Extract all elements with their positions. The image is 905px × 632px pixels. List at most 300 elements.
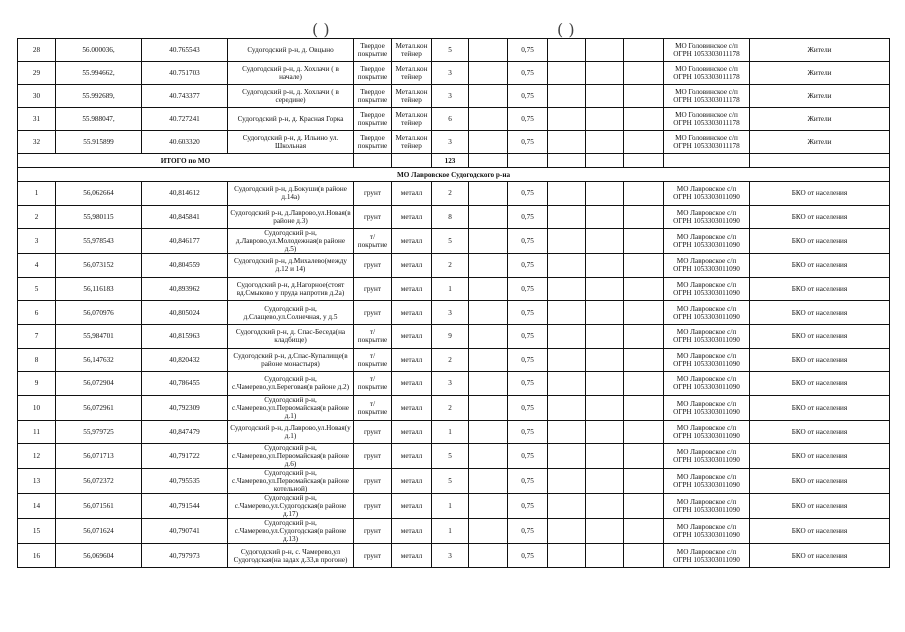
row-number: 4 <box>18 254 56 278</box>
empty-cell <box>586 301 624 325</box>
owner-organization <box>664 205 750 229</box>
empty-cell <box>586 131 624 154</box>
empty-cell <box>469 182 508 206</box>
owner-ogrn: ОГРН 1053303011090 <box>673 265 740 274</box>
container-volume: 0,75 <box>508 420 548 444</box>
empty-cell <box>548 182 586 206</box>
container-material: металл <box>392 494 432 519</box>
latitude: 56,072904 <box>56 372 142 396</box>
longitude: 40,786455 <box>142 372 228 396</box>
surface-cover: грунт <box>354 254 392 278</box>
longitude: 40.727241 <box>142 108 228 131</box>
longitude: 40,820432 <box>142 348 228 372</box>
owner-organization <box>664 301 750 325</box>
address: Судогодский р-н, д.Лаврово,ул.Молодежная(в районе д.5) <box>228 229 354 254</box>
latitude: 55,980115 <box>56 205 142 229</box>
latitude: 55,984701 <box>56 324 142 348</box>
empty-cell <box>469 348 508 372</box>
empty-cell <box>586 154 624 168</box>
empty-cell <box>548 444 586 469</box>
owner-name: МО Лавровское с/п <box>676 375 737 384</box>
empty-cell <box>586 544 624 568</box>
empty-cell <box>469 108 508 131</box>
container-count: 2 <box>432 348 469 372</box>
owner-ogrn: ОГРН 1053303011090 <box>673 481 740 490</box>
owner-organization <box>664 182 750 206</box>
empty-cell <box>586 348 624 372</box>
row-number: 16 <box>18 544 56 568</box>
longitude: 40.751703 <box>142 62 228 85</box>
latitude: 56,069604 <box>56 544 142 568</box>
container-volume: 0,75 <box>508 254 548 278</box>
waste-source: Жители <box>750 39 890 62</box>
container-count: 2 <box>432 395 469 420</box>
empty-cell <box>750 154 890 168</box>
row-number: 29 <box>18 62 56 85</box>
table-row <box>18 420 890 444</box>
empty-cell <box>586 494 624 519</box>
address: Судогодский р-н, д.Лаврово,ул.Новая(в районе д.3) <box>228 205 354 229</box>
container-volume: 0,75 <box>508 301 548 325</box>
empty-cell <box>624 348 664 372</box>
empty-cell <box>548 420 586 444</box>
container-count: 2 <box>432 254 469 278</box>
empty-cell <box>624 395 664 420</box>
owner-organization <box>664 519 750 544</box>
owner-name: МО Головинское с/п <box>675 42 738 50</box>
row-number: 1 <box>18 182 56 206</box>
owner-organization <box>664 39 750 62</box>
longitude: 40,792309 <box>142 395 228 420</box>
longitude: 40,804559 <box>142 254 228 278</box>
table-row <box>18 544 890 568</box>
empty-cell <box>469 519 508 544</box>
owner-organization <box>664 469 750 494</box>
waste-source: БКО от населения <box>750 324 890 348</box>
owner-name: МО Лавровское с/п <box>676 547 737 556</box>
container-count: 5 <box>432 229 469 254</box>
empty-cell <box>469 544 508 568</box>
empty-cell <box>624 205 664 229</box>
empty-cell <box>624 85 664 108</box>
empty-cell <box>548 469 586 494</box>
owner-organization <box>664 348 750 372</box>
owner-ogrn: ОГРН 1053303011090 <box>673 289 740 298</box>
surface-cover: Твердое покрытие <box>354 39 392 62</box>
longitude: 40,845841 <box>142 205 228 229</box>
waste-source: БКО от населения <box>750 182 890 206</box>
empty-cell <box>586 62 624 85</box>
empty-cell <box>586 182 624 206</box>
owner-organization <box>664 444 750 469</box>
surface-cover: грунт <box>354 182 392 206</box>
address: Судогодский р-н, д.Бокуши(в районе д.14а) <box>228 182 354 206</box>
container-count: 9 <box>432 324 469 348</box>
owner-organization <box>664 395 750 420</box>
container-count: 5 <box>432 469 469 494</box>
container-count: 1 <box>432 519 469 544</box>
empty-cell <box>624 39 664 62</box>
address: Судогодский р-н, д.Слащево,ул.Солнечная, у д.5 <box>228 301 354 325</box>
row-number: 3 <box>18 229 56 254</box>
row-number: 12 <box>18 444 56 469</box>
owner-organization <box>664 494 750 519</box>
empty-cell <box>548 205 586 229</box>
table-row <box>18 494 890 519</box>
container-volume: 0,75 <box>508 444 548 469</box>
surface-cover: Твердое покрытие <box>354 62 392 85</box>
surface-cover: т/покрытие <box>354 348 392 372</box>
address: Судогодский р-н, с.Чамерево,ул.Первомайская(в районе д.6) <box>228 444 354 469</box>
longitude: 40.743377 <box>142 85 228 108</box>
empty-cell <box>469 254 508 278</box>
container-material: Метал.контейнер <box>392 62 432 85</box>
empty-cell <box>469 420 508 444</box>
empty-cell <box>548 131 586 154</box>
container-material: металл <box>392 420 432 444</box>
container-count: 6 <box>432 108 469 131</box>
owner-ogrn: ОГРН 1053303011090 <box>673 456 740 465</box>
container-volume: 0,75 <box>508 544 548 568</box>
table-row <box>18 395 890 420</box>
surface-cover: грунт <box>354 444 392 469</box>
address: Судогодский р-н, д. Красная Горка <box>228 108 354 131</box>
row-number: 14 <box>18 494 56 519</box>
empty-cell <box>624 182 664 206</box>
address: Судогодский р-н, д.Михалево(между д.12 и 14) <box>228 254 354 278</box>
empty-cell <box>548 544 586 568</box>
waste-source: Жители <box>750 85 890 108</box>
waste-source: БКО от населения <box>750 277 890 301</box>
surface-cover: грунт <box>354 469 392 494</box>
owner-ogrn: ОГРН 1053303011090 <box>673 359 740 368</box>
table-row <box>18 372 890 396</box>
surface-cover: грунт <box>354 205 392 229</box>
container-count: 1 <box>432 277 469 301</box>
empty-cell <box>548 277 586 301</box>
table-row <box>18 131 890 154</box>
latitude: 55.988047, <box>56 108 142 131</box>
surface-cover: грунт <box>354 544 392 568</box>
longitude: 40.765543 <box>142 39 228 62</box>
total-label: ИТОГО по МО <box>18 154 354 168</box>
owner-name: МО Лавровское с/п <box>676 257 737 266</box>
container-count: 1 <box>432 420 469 444</box>
empty-cell <box>469 494 508 519</box>
row-number: 7 <box>18 324 56 348</box>
container-material: металл <box>392 205 432 229</box>
total-value: 123 <box>432 154 469 168</box>
address: Судогодский р-н, д. Хохлачи ( в начале) <box>228 62 354 85</box>
container-volume: 0,75 <box>508 182 548 206</box>
surface-cover: Твердое покрытие <box>354 108 392 131</box>
latitude: 55.992689, <box>56 85 142 108</box>
empty-cell <box>548 229 586 254</box>
owner-organization <box>664 420 750 444</box>
container-count: 5 <box>432 39 469 62</box>
row-number: 10 <box>18 395 56 420</box>
address: Судогодский р-н, с.Чамерево,ул.Первомайская(в районе д.1) <box>228 395 354 420</box>
empty-cell <box>469 444 508 469</box>
owner-ogrn: ОГРН 1053303011090 <box>673 312 740 321</box>
container-volume: 0,75 <box>508 108 548 131</box>
owner-ogrn: ОГРН 1053303011090 <box>673 432 740 441</box>
address: Судогодский р-н, с.Чамерево,ул.Первомайская(в районе котельной) <box>228 469 354 494</box>
owner-name: МО Лавровское с/п <box>676 424 737 433</box>
longitude: 40,815963 <box>142 324 228 348</box>
waste-source: БКО от населения <box>750 229 890 254</box>
empty-cell <box>469 85 508 108</box>
empty-cell <box>548 39 586 62</box>
table-row <box>18 469 890 494</box>
owner-ogrn: ОГРН 1053303011090 <box>673 531 740 540</box>
empty-cell <box>548 348 586 372</box>
container-material: Метал.контейнер <box>392 39 432 62</box>
empty-cell <box>469 205 508 229</box>
owner-organization <box>664 254 750 278</box>
container-material: металл <box>392 254 432 278</box>
latitude: 56,147632 <box>56 348 142 372</box>
row-number: 32 <box>18 131 56 154</box>
container-material: Метал.контейнер <box>392 85 432 108</box>
container-count: 2 <box>432 182 469 206</box>
row-number: 15 <box>18 519 56 544</box>
owner-organization <box>664 372 750 396</box>
longitude: 40,791722 <box>142 444 228 469</box>
longitude: 40,797973 <box>142 544 228 568</box>
owner-name: МО Лавровское с/п <box>676 185 737 194</box>
row-number: 6 <box>18 301 56 325</box>
empty-cell <box>624 277 664 301</box>
empty-cell <box>548 85 586 108</box>
surface-cover: грунт <box>354 420 392 444</box>
empty-cell <box>548 254 586 278</box>
latitude: 55.915899 <box>56 131 142 154</box>
latitude: 56,116183 <box>56 277 142 301</box>
empty-cell <box>548 154 586 168</box>
owner-ogrn: ОГРН 1053303011090 <box>673 336 740 345</box>
empty-cell <box>624 154 664 168</box>
owner-name: МО Головинское с/п <box>675 65 738 73</box>
table-row <box>18 108 890 131</box>
empty-cell <box>548 395 586 420</box>
waste-source: БКО от населения <box>750 301 890 325</box>
latitude: 56,062664 <box>56 182 142 206</box>
container-volume: 0,75 <box>508 494 548 519</box>
section-header-row <box>18 168 890 182</box>
container-material: металл <box>392 324 432 348</box>
address: Судогодский р-н, с.Чамерево,ул.Судогодская(в районе д.17) <box>228 494 354 519</box>
owner-name: МО Лавровское с/п <box>676 399 737 408</box>
row-number: 11 <box>18 420 56 444</box>
empty-cell <box>586 469 624 494</box>
empty-cell <box>469 39 508 62</box>
container-material: металл <box>392 372 432 396</box>
surface-cover: грунт <box>354 519 392 544</box>
container-material: металл <box>392 444 432 469</box>
latitude: 55.994662, <box>56 62 142 85</box>
container-volume: 0,75 <box>508 39 548 62</box>
address: Судогодский р-н, д.Лаврово,ул.Новая(у д.1) <box>228 420 354 444</box>
waste-source: БКО от населения <box>750 395 890 420</box>
container-volume: 0,75 <box>508 395 548 420</box>
table-row <box>18 348 890 372</box>
empty-cell <box>586 444 624 469</box>
address: Судогодский р-н, д. Спас-Беседа(на кладбище) <box>228 324 354 348</box>
empty-cell <box>392 154 432 168</box>
page-mark-right: ( ) <box>557 20 575 39</box>
surface-cover: т/покрытие <box>354 229 392 254</box>
empty-cell <box>469 324 508 348</box>
container-material: Метал.контейнер <box>392 131 432 154</box>
empty-cell <box>469 131 508 154</box>
latitude: 56,071713 <box>56 444 142 469</box>
empty-cell <box>548 301 586 325</box>
container-material: металл <box>392 348 432 372</box>
owner-organization <box>664 324 750 348</box>
surface-cover: Твердое покрытие <box>354 85 392 108</box>
latitude: 56,071624 <box>56 519 142 544</box>
owner-ogrn: ОГРН 1053303011090 <box>673 407 740 416</box>
empty-cell <box>586 420 624 444</box>
owner-organization <box>664 131 750 154</box>
empty-cell <box>624 372 664 396</box>
empty-cell <box>624 420 664 444</box>
container-count: 3 <box>432 131 469 154</box>
empty-cell <box>586 205 624 229</box>
empty-cell <box>624 62 664 85</box>
empty-cell <box>469 277 508 301</box>
total-row <box>18 154 890 168</box>
container-volume: 0,75 <box>508 324 548 348</box>
table-row <box>18 85 890 108</box>
empty-cell <box>624 544 664 568</box>
latitude: 56,073152 <box>56 254 142 278</box>
empty-cell <box>586 229 624 254</box>
empty-cell <box>624 108 664 131</box>
empty-cell <box>624 444 664 469</box>
owner-name: МО Лавровское с/п <box>676 208 737 217</box>
empty-cell <box>624 519 664 544</box>
empty-cell <box>586 277 624 301</box>
table-row <box>18 62 890 85</box>
table-body <box>18 39 890 568</box>
row-number: 30 <box>18 85 56 108</box>
owner-name: МО Головинское с/п <box>675 88 738 96</box>
container-volume: 0,75 <box>508 62 548 85</box>
longitude: 40.603320 <box>142 131 228 154</box>
longitude: 40,847479 <box>142 420 228 444</box>
owner-name: МО Лавровское с/п <box>676 328 737 337</box>
owner-ogrn: ОГРН 1053303011090 <box>673 506 740 515</box>
longitude: 40,846177 <box>142 229 228 254</box>
container-material: металл <box>392 395 432 420</box>
waste-source: БКО от населения <box>750 372 890 396</box>
row-number: 28 <box>18 39 56 62</box>
row-number: 31 <box>18 108 56 131</box>
owner-ogrn: ОГРН 1053303011090 <box>673 241 740 250</box>
latitude: 56,071561 <box>56 494 142 519</box>
owner-name: МО Лавровское с/п <box>676 448 737 457</box>
empty-cell <box>469 301 508 325</box>
owner-organization <box>664 108 750 131</box>
empty-cell <box>586 324 624 348</box>
address: Судогодский р-н, с. Чамерево,ул Судогодская(на задах д.33,в прогоне) <box>228 544 354 568</box>
latitude: 55,979725 <box>56 420 142 444</box>
container-material: металл <box>392 301 432 325</box>
surface-cover: грунт <box>354 494 392 519</box>
empty-cell <box>586 108 624 131</box>
latitude: 56,072961 <box>56 395 142 420</box>
container-material: Метал.контейнер <box>392 108 432 131</box>
table-row <box>18 39 890 62</box>
container-material: металл <box>392 229 432 254</box>
empty-cell <box>586 254 624 278</box>
empty-cell <box>586 395 624 420</box>
empty-cell <box>469 469 508 494</box>
longitude: 40,795535 <box>142 469 228 494</box>
owner-organization <box>664 85 750 108</box>
address: Судогодский р-н, д. Ильино ул. Школьная <box>228 131 354 154</box>
empty-cell <box>469 62 508 85</box>
longitude: 40,790741 <box>142 519 228 544</box>
waste-source: Жители <box>750 131 890 154</box>
container-count: 8 <box>432 205 469 229</box>
container-count: 3 <box>432 544 469 568</box>
empty-cell <box>548 108 586 131</box>
waste-source: БКО от населения <box>750 420 890 444</box>
surface-cover: т/покрытие <box>354 324 392 348</box>
waste-sites-table <box>17 38 890 568</box>
empty-cell <box>586 85 624 108</box>
surface-cover: Твердое покрытие <box>354 131 392 154</box>
surface-cover: грунт <box>354 301 392 325</box>
empty-cell <box>664 154 750 168</box>
address: Судогодский р-н, с.Чамерево,ул.Судогодская(в районе д.13) <box>228 519 354 544</box>
table-row <box>18 229 890 254</box>
container-volume: 0,75 <box>508 372 548 396</box>
waste-source: БКО от населения <box>750 205 890 229</box>
owner-ogrn: ОГРН 1053303011178 <box>673 50 740 58</box>
container-volume: 0,75 <box>508 469 548 494</box>
table-row <box>18 254 890 278</box>
section-title: МО Лавровское Судогодского р-на <box>18 168 890 182</box>
address: Судогодский р-н, д. Овцыно <box>228 39 354 62</box>
owner-ogrn: ОГРН 1053303011178 <box>673 73 740 81</box>
surface-cover: т/покрытие <box>354 372 392 396</box>
empty-cell <box>624 494 664 519</box>
waste-source: Жители <box>750 62 890 85</box>
table-row <box>18 277 890 301</box>
row-number: 9 <box>18 372 56 396</box>
owner-ogrn: ОГРН 1053303011178 <box>673 142 740 150</box>
container-material: металл <box>392 519 432 544</box>
empty-cell <box>548 519 586 544</box>
waste-source: БКО от населения <box>750 444 890 469</box>
empty-cell <box>469 395 508 420</box>
container-volume: 0,75 <box>508 519 548 544</box>
latitude: 55,978543 <box>56 229 142 254</box>
waste-source: БКО от населения <box>750 544 890 568</box>
empty-cell <box>508 154 548 168</box>
address: Судогодский р-н, д.Нагорное(стоят вд.Смыково у пруда напротив д.2а) <box>228 277 354 301</box>
empty-cell <box>624 131 664 154</box>
empty-cell <box>624 229 664 254</box>
empty-cell <box>624 254 664 278</box>
owner-name: МО Головинское с/п <box>675 134 738 142</box>
container-count: 3 <box>432 85 469 108</box>
latitude: 56,070976 <box>56 301 142 325</box>
